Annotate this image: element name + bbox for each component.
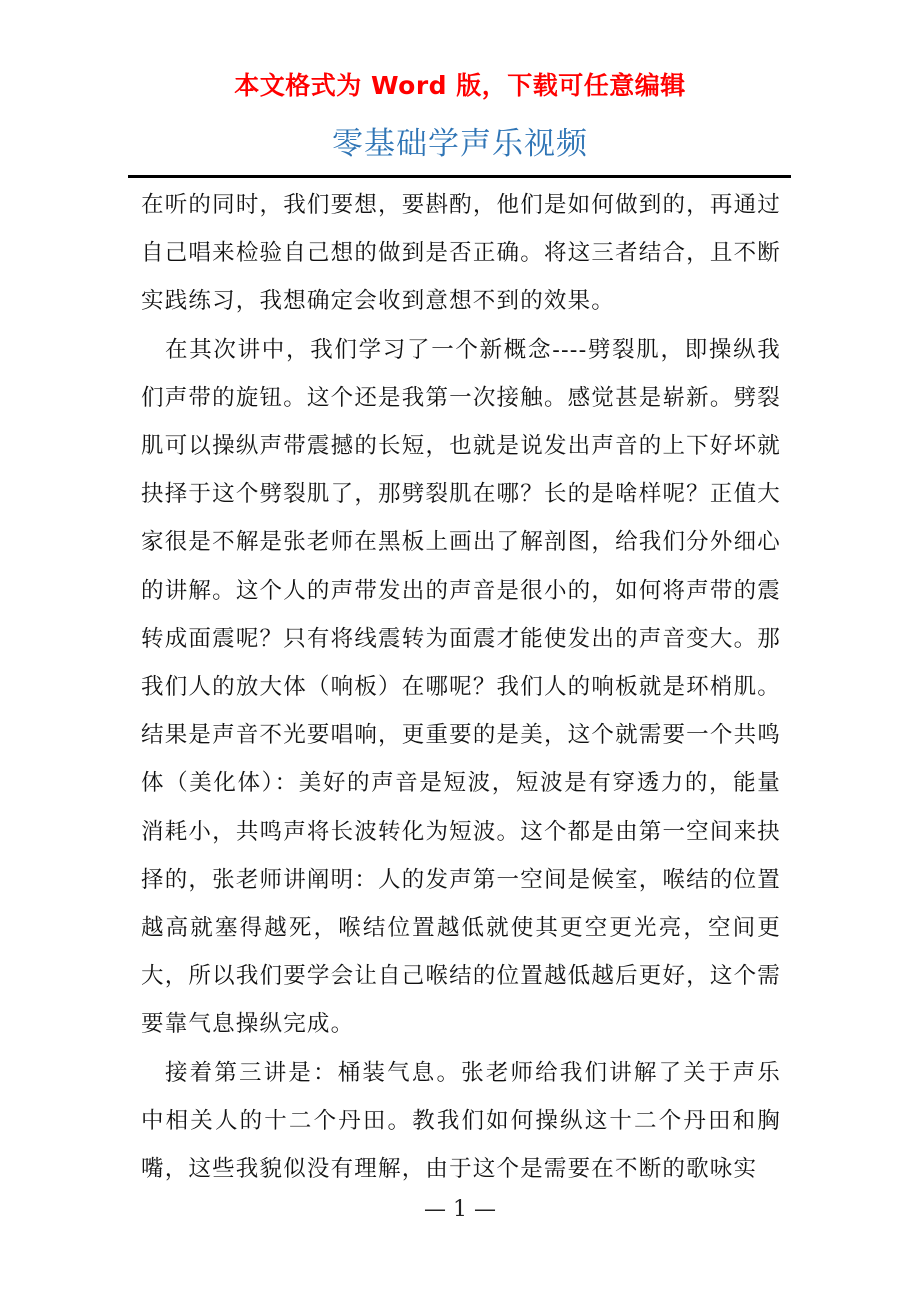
page-number: — 1 — xyxy=(424,1197,496,1222)
format-banner: 本文格式为 Word 版，下载可任意编辑 xyxy=(234,71,686,100)
paragraph-3: 接着第三讲是：桶装气息。张老师给我们讲解了关于声乐中相关人的十二个丹田。教我们如何操纵这十二个丹田和胸嘴，这些我貌似没有理解，由于这个是需要在不断的歌咏实 xyxy=(141,1059,781,1183)
document-body xyxy=(141,181,781,1193)
document-title: 零基础学声乐视频 xyxy=(332,126,588,162)
title-divider xyxy=(128,175,791,178)
paragraph-1: 在听的同时，我们要想，要斟酌，他们是如何做到的，再通过自己唱来检验自己想的做到是否正确。将这三者结合，且不断实践练习，我想确定会收到意想不到的效果。 xyxy=(141,192,781,315)
paragraph-2: 在其次讲中，我们学习了一个新概念----劈裂肌，即操纵我们声带的旋钮。这个还是我第一次接触。感觉甚是崭新。劈裂肌可以操纵声带震撼的长短，也就是说发出声音的上下好坏就抉择于这个劈裂肌了，那劈裂肌在哪？长的是啥样呢？正值大家很是不解是张老师在黑板上画出了解剖图，给我们分外细心的讲解。这个人的声带发出的声音是很小的，如何将声带的震转成面震呢？只有将线震转为面震才能使发出的声音变大。那我们人的放大体（响板）在哪呢？我们人的响板就是环梢肌。结果是声音不光要唱响，更重要的是美，这个就需要一个共鸣体（美化体）：美好的声音是短波，短波是有穿透力的，能量消耗小，共鸣声将长波转化为短波。这个都是由第一空间来抉择的，张老师讲阐明：人的发声第一空间是候室，喉结的位置越高就塞得越死，喉结位置越低就使其更空更光亮，空间更大，所以我们要学会让自己喉结的位置越低越后更好，这个需要靠气息操纵完成。 xyxy=(141,336,781,1038)
